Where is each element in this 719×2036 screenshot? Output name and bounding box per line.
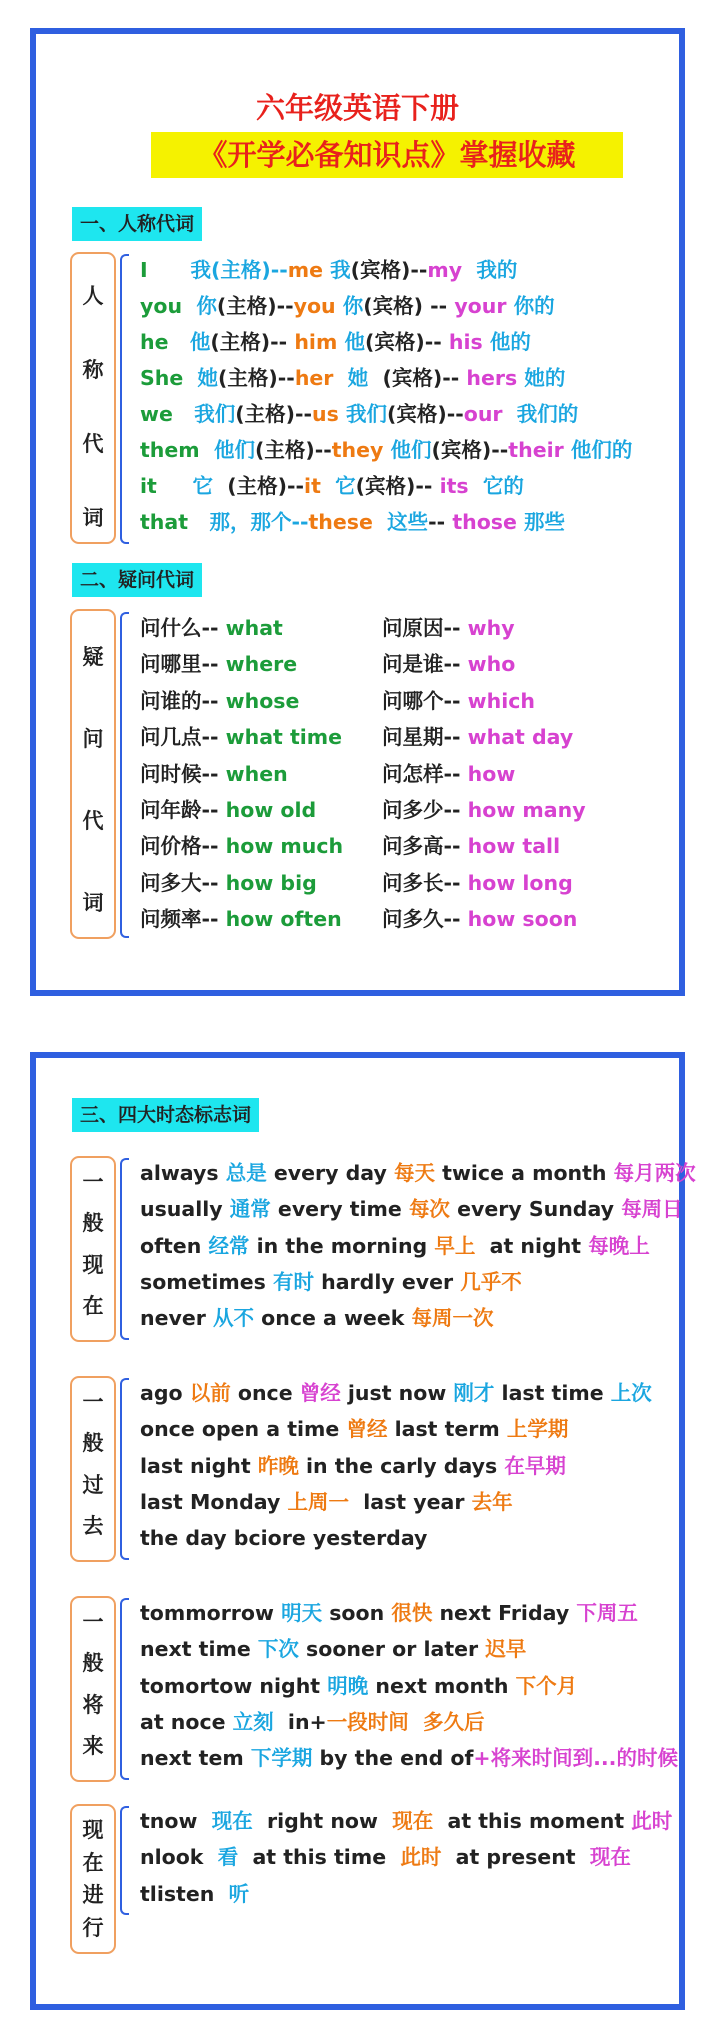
text-segment: usually	[140, 1197, 230, 1222]
text-segment: +将来时间到...的时候	[473, 1746, 678, 1771]
text-segment: who	[467, 652, 516, 677]
text-segment: often	[140, 1233, 209, 1258]
text-segment: 下个月	[515, 1673, 578, 1698]
text-segment: 每天	[394, 1161, 436, 1185]
bracket	[120, 1158, 129, 1340]
text-segment: sometimes	[140, 1269, 273, 1294]
text-segment: 问多长--	[382, 870, 468, 895]
text-segment: how many	[467, 798, 586, 822]
interrogative-right	[382, 795, 586, 825]
text-segment: 他们	[199, 438, 255, 462]
text-segment: tnow	[140, 1809, 205, 1833]
text-segment: 问怎样--	[382, 761, 468, 786]
text-segment: 问价格--	[140, 834, 226, 859]
list-item	[140, 1707, 485, 1737]
list-item	[140, 1414, 568, 1444]
text-segment: 下学期	[250, 1746, 313, 1771]
text-segment: him	[294, 330, 338, 354]
text-segment: (主格)--	[216, 294, 294, 318]
section-heading-personal-pronouns: 一、人称代词	[72, 207, 202, 241]
text-segment: 上次	[610, 1381, 652, 1405]
text-segment: never	[140, 1306, 214, 1331]
text-segment: 早上	[434, 1233, 476, 1258]
vertical-label-char: 称	[82, 358, 104, 382]
text-segment: next tem	[140, 1746, 251, 1771]
text-segment: 它	[156, 474, 214, 498]
list-item	[140, 1598, 638, 1628]
text-segment: 去年	[471, 1489, 513, 1514]
vertical-label-char: 现	[82, 1818, 104, 1842]
vertical-label-char: 去	[82, 1514, 104, 1539]
list-item	[140, 1634, 526, 1664]
text-segment: 每周日	[621, 1197, 683, 1222]
list-item	[140, 1743, 678, 1773]
text-segment: 每次	[408, 1197, 450, 1222]
interrogative-left	[140, 868, 317, 898]
list-item	[140, 291, 555, 321]
text-segment: your	[454, 294, 507, 318]
text-segment: 问频率--	[140, 907, 226, 932]
list-item	[140, 1303, 494, 1333]
text-segment: next Friday	[432, 1601, 577, 1625]
text-segment: how old	[225, 798, 317, 822]
text-segment: 我的	[462, 258, 518, 282]
text-segment: once	[230, 1381, 300, 1405]
interrogative-left	[140, 722, 342, 752]
text-segment: 几乎不	[460, 1269, 522, 1294]
text-segment: 你的	[506, 294, 555, 318]
text-segment: how big	[225, 870, 317, 895]
text-segment: 每晚上	[588, 1233, 650, 1258]
text-segment: it	[140, 474, 157, 498]
interrogative-left	[140, 904, 342, 934]
text-segment: 问谁的--	[140, 688, 226, 713]
text-segment: 下次	[257, 1637, 299, 1662]
text-segment: tlisten	[140, 1881, 222, 1906]
text-segment: what day	[467, 725, 574, 750]
vertical-label-char: 来	[82, 1734, 104, 1759]
text-segment: 每周一次	[411, 1306, 494, 1331]
text-segment: 听	[221, 1881, 250, 1906]
text-segment: 我(主格)--	[147, 258, 288, 282]
vertical-label-char: 现	[82, 1252, 104, 1277]
text-segment: how often	[225, 907, 342, 932]
vertical-label-tense-3	[70, 1804, 116, 1954]
text-segment: he	[140, 330, 169, 354]
interrogative-left	[140, 795, 316, 825]
text-segment: which	[467, 688, 535, 713]
text-segment: (主格)--	[235, 402, 313, 426]
interrogative-right	[382, 686, 535, 716]
text-segment: next time	[140, 1637, 258, 1662]
text-segment: 此时	[393, 1845, 442, 1870]
vertical-label-char: 过	[82, 1472, 104, 1497]
text-segment: my	[427, 258, 463, 282]
vertical-label-char: 一	[82, 1610, 104, 1634]
vertical-label-char: 一	[82, 1390, 104, 1414]
text-segment: 很快	[391, 1601, 433, 1625]
text-segment: hardly ever	[313, 1269, 461, 1294]
page-subtitle: 《开学必备知识点》掌握收藏	[151, 132, 623, 178]
text-segment: every day	[266, 1161, 395, 1185]
text-segment: why	[467, 616, 515, 640]
vertical-label-char: 一	[82, 1170, 104, 1194]
text-segment: 他	[168, 330, 211, 354]
text-segment: 问多少--	[382, 798, 468, 822]
text-segment: 在早期	[504, 1453, 566, 1478]
text-segment: 问哪个--	[382, 688, 468, 713]
text-segment: 这些	[372, 510, 429, 534]
text-segment: you	[140, 294, 183, 318]
list-item	[140, 1378, 652, 1408]
text-segment: that	[140, 510, 189, 534]
text-segment: what time	[225, 725, 343, 750]
text-segment: when	[225, 761, 288, 786]
list-item	[140, 1451, 566, 1481]
text-segment: 问多久--	[382, 907, 468, 932]
text-segment: 多久后	[408, 1709, 485, 1734]
text-segment: by the end of	[312, 1746, 474, 1771]
text-segment: 以前	[189, 1381, 231, 1405]
text-segment: 迟早	[485, 1637, 527, 1662]
text-segment: 问多大--	[140, 870, 226, 895]
interrogative-left	[140, 649, 297, 679]
vertical-label-char: 将	[82, 1692, 104, 1717]
interrogative-left	[140, 759, 288, 789]
text-segment: 现在	[582, 1845, 631, 1870]
interrogative-right	[382, 759, 515, 789]
list-item	[140, 255, 517, 285]
text-segment: our	[463, 402, 503, 426]
text-segment: 通常	[229, 1197, 271, 1222]
text-segment: at present	[441, 1845, 583, 1870]
list-item	[140, 1523, 427, 1553]
vertical-label-char: 疑	[82, 645, 104, 669]
text-segment: (宾格)--	[386, 402, 464, 426]
interrogative-left	[140, 686, 299, 716]
text-segment: 他的	[482, 330, 531, 354]
text-segment: at this time	[238, 1845, 394, 1870]
text-segment: nlook	[140, 1845, 211, 1870]
text-segment: last year	[348, 1489, 472, 1514]
interrogative-right	[382, 904, 577, 934]
text-segment: every time	[270, 1197, 409, 1222]
vertical-label-char: 词	[82, 891, 104, 915]
text-segment: 我们	[338, 402, 387, 426]
text-segment: at night	[475, 1233, 589, 1258]
text-segment: hers	[466, 366, 518, 390]
bracket	[120, 1378, 129, 1560]
text-segment: next month	[368, 1673, 516, 1698]
text-segment: 问多高--	[382, 834, 468, 859]
text-segment: 下周五	[576, 1601, 638, 1625]
bracket	[120, 1806, 129, 1915]
text-segment: us	[312, 402, 339, 426]
text-segment: 他	[337, 330, 365, 354]
vertical-label-char: 行	[82, 1915, 104, 1940]
text-segment: how long	[467, 870, 573, 895]
text-segment: once a week	[254, 1306, 412, 1331]
vertical-label-char: 词	[82, 506, 104, 530]
list-item	[140, 327, 531, 357]
list-item	[140, 399, 578, 429]
text-segment: 那，那个--	[188, 510, 309, 534]
text-segment: (主格)--	[210, 330, 295, 354]
list-item	[140, 1806, 672, 1836]
text-segment: --	[428, 510, 453, 534]
text-segment: (宾格)--	[364, 330, 449, 354]
vertical-label-interrogatives	[70, 609, 116, 939]
text-segment: me	[287, 258, 323, 282]
text-segment: his	[448, 330, 483, 354]
text-segment: 你	[335, 294, 364, 318]
text-segment: 上学期	[506, 1417, 569, 1442]
text-segment: her	[294, 366, 334, 390]
text-segment: the day bciore yesterday	[140, 1526, 428, 1551]
text-segment: always	[140, 1161, 226, 1185]
list-item	[140, 1267, 522, 1297]
list-item	[140, 363, 565, 393]
text-segment: 你	[182, 294, 217, 318]
text-segment: 那些	[516, 510, 566, 534]
bracket	[120, 1598, 129, 1780]
text-segment: 问哪里--	[140, 652, 226, 677]
text-segment: (宾格)--	[431, 438, 509, 462]
text-segment: just now	[340, 1381, 454, 1405]
list-item	[140, 1194, 683, 1224]
text-segment: 我	[322, 258, 351, 282]
text-segment: 他们的	[563, 438, 633, 462]
text-segment: we	[140, 402, 173, 426]
list-item	[140, 1842, 631, 1872]
bracket	[120, 612, 129, 938]
vertical-label-tense-2	[70, 1596, 116, 1782]
text-segment: 看	[210, 1845, 239, 1870]
text-segment: how tall	[467, 834, 561, 859]
text-segment: 现在	[385, 1809, 434, 1833]
text-segment: 它的	[468, 474, 524, 498]
vertical-label-char: 在	[82, 1850, 104, 1875]
text-segment: last Monday	[140, 1489, 288, 1514]
list-item	[140, 507, 565, 537]
section-heading-tense-markers: 三、四大时态标志词	[72, 1098, 259, 1132]
text-segment: 从不	[213, 1306, 255, 1331]
text-segment: those	[452, 510, 517, 534]
text-segment: tomortow night	[140, 1673, 328, 1698]
text-segment: 经常	[208, 1233, 250, 1258]
text-segment: 她	[183, 366, 219, 390]
list-item	[140, 435, 632, 465]
interrogative-right	[382, 722, 573, 752]
text-segment: at this moment	[433, 1809, 632, 1833]
text-segment: every Sunday	[449, 1197, 622, 1222]
text-segment: 问星期--	[382, 725, 468, 750]
text-segment: 它	[320, 474, 356, 498]
vertical-label-char: 代	[82, 809, 104, 833]
vertical-label-char: 进	[82, 1883, 104, 1907]
interrogative-left	[140, 613, 283, 643]
vertical-label-char: 般	[82, 1651, 104, 1676]
list-item	[140, 1879, 249, 1909]
text-segment: 刚才	[453, 1381, 495, 1405]
text-segment: sooner or later	[298, 1637, 486, 1662]
text-segment: you	[293, 294, 336, 318]
interrogative-right	[382, 831, 560, 861]
list-item	[140, 471, 524, 501]
interrogative-right	[382, 649, 515, 679]
text-segment: 问原因--	[382, 616, 468, 640]
text-segment: whose	[225, 688, 300, 713]
text-segment: in the morning	[249, 1233, 435, 1258]
text-segment: they	[331, 438, 384, 462]
text-segment: 此时	[631, 1809, 673, 1833]
list-item	[140, 1158, 696, 1188]
text-segment: 问几点--	[140, 725, 226, 750]
list-item	[140, 1487, 513, 1517]
vertical-label-char: 般	[82, 1211, 104, 1236]
text-segment: 有时	[272, 1269, 314, 1294]
text-segment: in the carly days	[298, 1453, 505, 1478]
text-segment: (主格)--	[213, 474, 305, 498]
text-segment: 一段时间	[326, 1709, 409, 1734]
text-segment: where	[225, 652, 298, 677]
text-segment: I	[140, 258, 148, 282]
text-segment: last night	[140, 1453, 258, 1478]
text-segment: 问年龄--	[140, 798, 226, 822]
text-segment: how soon	[467, 907, 578, 932]
text-segment: soon	[322, 1601, 392, 1625]
text-segment: it	[304, 474, 321, 498]
text-segment: right now	[252, 1809, 386, 1833]
text-segment: 我们的	[502, 402, 579, 426]
vertical-label-tense-0	[70, 1156, 116, 1342]
text-segment: its	[439, 474, 469, 498]
vertical-label-personal-pronouns	[70, 252, 116, 544]
text-segment: 上周一	[287, 1489, 349, 1514]
vertical-label-tense-1	[70, 1376, 116, 1562]
text-segment: (宾格)--	[350, 258, 428, 282]
text-segment: 问什么--	[140, 616, 226, 640]
list-item	[140, 1671, 577, 1701]
vertical-label-char: 在	[82, 1294, 104, 1319]
text-segment: 问是谁--	[382, 652, 468, 677]
text-segment: ago	[140, 1381, 190, 1405]
text-segment: tommorrow	[140, 1601, 282, 1625]
text-segment: (主格)--	[254, 438, 332, 462]
text-segment: 她	[333, 366, 369, 390]
text-segment: 他们	[383, 438, 432, 462]
interrogative-left	[140, 831, 343, 861]
text-segment: last term	[387, 1417, 507, 1442]
text-segment: 明天	[281, 1601, 323, 1625]
text-segment: (主格)--	[218, 366, 295, 390]
text-segment: their	[508, 438, 564, 462]
text-segment: 立刻	[232, 1709, 274, 1734]
section-heading-interrogatives: 二、疑问代词	[72, 563, 202, 597]
text-segment: (宾格)--	[355, 474, 440, 498]
text-segment: 我们	[172, 402, 236, 426]
list-item	[140, 1231, 650, 1261]
text-segment: in+	[273, 1709, 327, 1734]
text-segment: 昨晚	[257, 1453, 299, 1478]
text-segment: them	[140, 438, 200, 462]
text-segment: 问时候--	[140, 761, 226, 786]
text-segment: 总是	[225, 1161, 267, 1185]
text-segment: how	[467, 761, 516, 786]
text-segment: how much	[225, 834, 344, 859]
text-segment: these	[308, 510, 373, 534]
text-segment: 曾经	[346, 1417, 388, 1442]
text-segment: She	[140, 366, 184, 390]
text-segment: (宾格)--	[368, 366, 467, 390]
text-segment: what	[225, 616, 283, 640]
text-segment: 每月两次	[613, 1161, 696, 1185]
text-segment: 现在	[204, 1809, 253, 1833]
interrogative-right	[382, 868, 573, 898]
text-segment: last time	[494, 1381, 611, 1405]
vertical-label-char: 代	[82, 432, 104, 456]
vertical-label-char: 人	[82, 284, 104, 308]
text-segment: twice a month	[435, 1161, 614, 1185]
text-segment: at noce	[140, 1709, 233, 1734]
text-segment: once open a time	[140, 1417, 347, 1442]
card-tense-markers	[30, 1052, 696, 2010]
text-segment: 她的	[517, 366, 566, 390]
text-segment: 明晚	[327, 1673, 369, 1698]
vertical-label-char: 问	[82, 727, 104, 751]
text-segment: 曾经	[299, 1381, 341, 1405]
interrogative-right	[382, 613, 515, 643]
page-title: 六年级英语下册	[255, 91, 459, 125]
vertical-label-char: 般	[82, 1431, 104, 1456]
bracket	[120, 254, 129, 544]
text-segment: (宾格) --	[363, 294, 455, 318]
card-pronouns	[30, 28, 685, 996]
